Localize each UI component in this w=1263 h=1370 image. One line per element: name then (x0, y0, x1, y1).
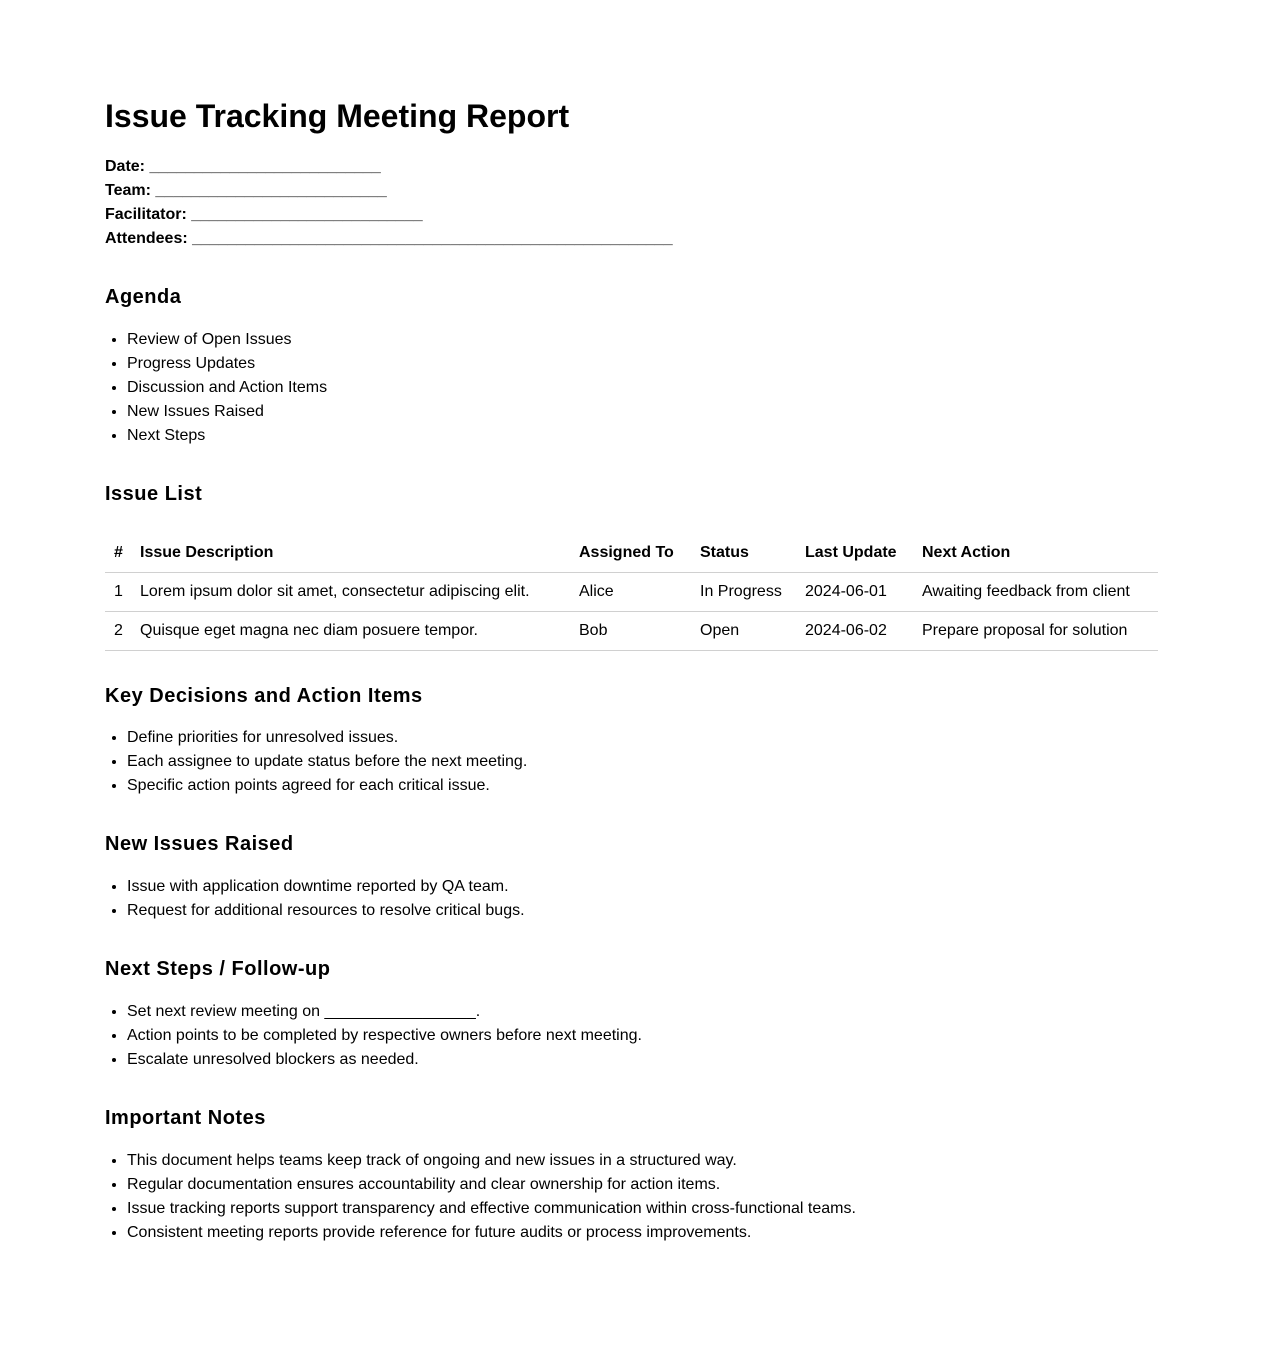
cell-description: Lorem ipsum dolor sit amet, consectetur adipiscing elit. (131, 573, 570, 612)
date-field (105, 156, 673, 180)
agenda-list (105, 328, 327, 448)
issue-table (105, 533, 1158, 651)
new-issues-heading: New Issues Raised (105, 833, 294, 855)
meeting-details (105, 156, 673, 252)
list-item: • Review of Open Issues (127, 328, 327, 352)
cell-next-action: Prepare proposal for solution (913, 612, 1158, 651)
table-row (105, 612, 1158, 651)
list-item: • Escalate unresolved blockers as needed. (127, 1048, 642, 1072)
list-item: • Regular documentation ensures accountability and clear ownership for action items. (127, 1173, 856, 1197)
list-item: • Issue tracking reports support transparency and effective communication within cross-functional teams. (127, 1197, 856, 1221)
column-header-status: Status (691, 533, 796, 573)
date-label: Date: (105, 158, 146, 175)
list-item: • Request for additional resources to resolve critical bugs. (127, 899, 525, 923)
list-item: • New Issues Raised (127, 400, 327, 424)
list-item: • Specific action points agreed for each critical issue. (127, 774, 527, 798)
decisions-list (105, 726, 527, 798)
list-item: • This document helps teams keep track of ongoing and new issues in a structured way. (127, 1149, 856, 1173)
cell-number: 1 (105, 573, 131, 612)
attendees-field (105, 228, 673, 252)
cell-last-update: 2024-06-02 (796, 612, 913, 651)
column-header-description: Issue Description (131, 533, 570, 573)
column-header-number: # (105, 533, 131, 573)
list-item: • Progress Updates (127, 352, 327, 376)
next-steps-list (105, 1000, 642, 1072)
cell-assigned-to: Bob (570, 612, 691, 651)
team-blank: __________________________ (155, 182, 387, 199)
table-header-row (105, 533, 1158, 573)
list-item: • Next Steps (127, 424, 327, 448)
decisions-heading: Key Decisions and Action Items (105, 685, 423, 707)
attendees-blank: ______________________________________________________ (192, 230, 673, 247)
date-blank: __________________________ (149, 158, 381, 175)
next-steps-heading: Next Steps / Follow-up (105, 958, 331, 980)
notes-heading: Important Notes (105, 1107, 266, 1129)
list-item: • Define priorities for unresolved issues. (127, 726, 527, 750)
list-item: • Action points to be completed by respective owners before next meeting. (127, 1024, 642, 1048)
new-issues-list (105, 875, 525, 923)
cell-status: In Progress (691, 573, 796, 612)
list-item: • Issue with application downtime reported by QA team. (127, 875, 525, 899)
agenda-heading: Agenda (105, 286, 182, 308)
list-item: • Consistent meeting reports provide reference for future audits or process improvements. (127, 1221, 856, 1245)
cell-assigned-to: Alice (570, 573, 691, 612)
facilitator-field (105, 204, 673, 228)
facilitator-label: Facilitator: (105, 206, 187, 223)
table-row (105, 573, 1158, 612)
team-label: Team: (105, 182, 151, 199)
cell-next-action: Awaiting feedback from client (913, 573, 1158, 612)
issue-list-heading: Issue List (105, 483, 203, 505)
list-item: • Discussion and Action Items (127, 376, 327, 400)
cell-number: 2 (105, 612, 131, 651)
attendees-label: Attendees: (105, 230, 188, 247)
cell-last-update: 2024-06-01 (796, 573, 913, 612)
cell-status: Open (691, 612, 796, 651)
column-header-assigned-to: Assigned To (570, 533, 691, 573)
notes-list (105, 1149, 856, 1245)
facilitator-blank: __________________________ (191, 206, 423, 223)
list-item: • Each assignee to update status before the next meeting. (127, 750, 527, 774)
list-item: • Set next review meeting on _________________. (127, 1000, 642, 1024)
column-header-last-update: Last Update (796, 533, 913, 573)
page-title: Issue Tracking Meeting Report (105, 98, 570, 134)
cell-description: Quisque eget magna nec diam posuere tempor. (131, 612, 570, 651)
column-header-next-action: Next Action (913, 533, 1158, 573)
team-field (105, 180, 673, 204)
